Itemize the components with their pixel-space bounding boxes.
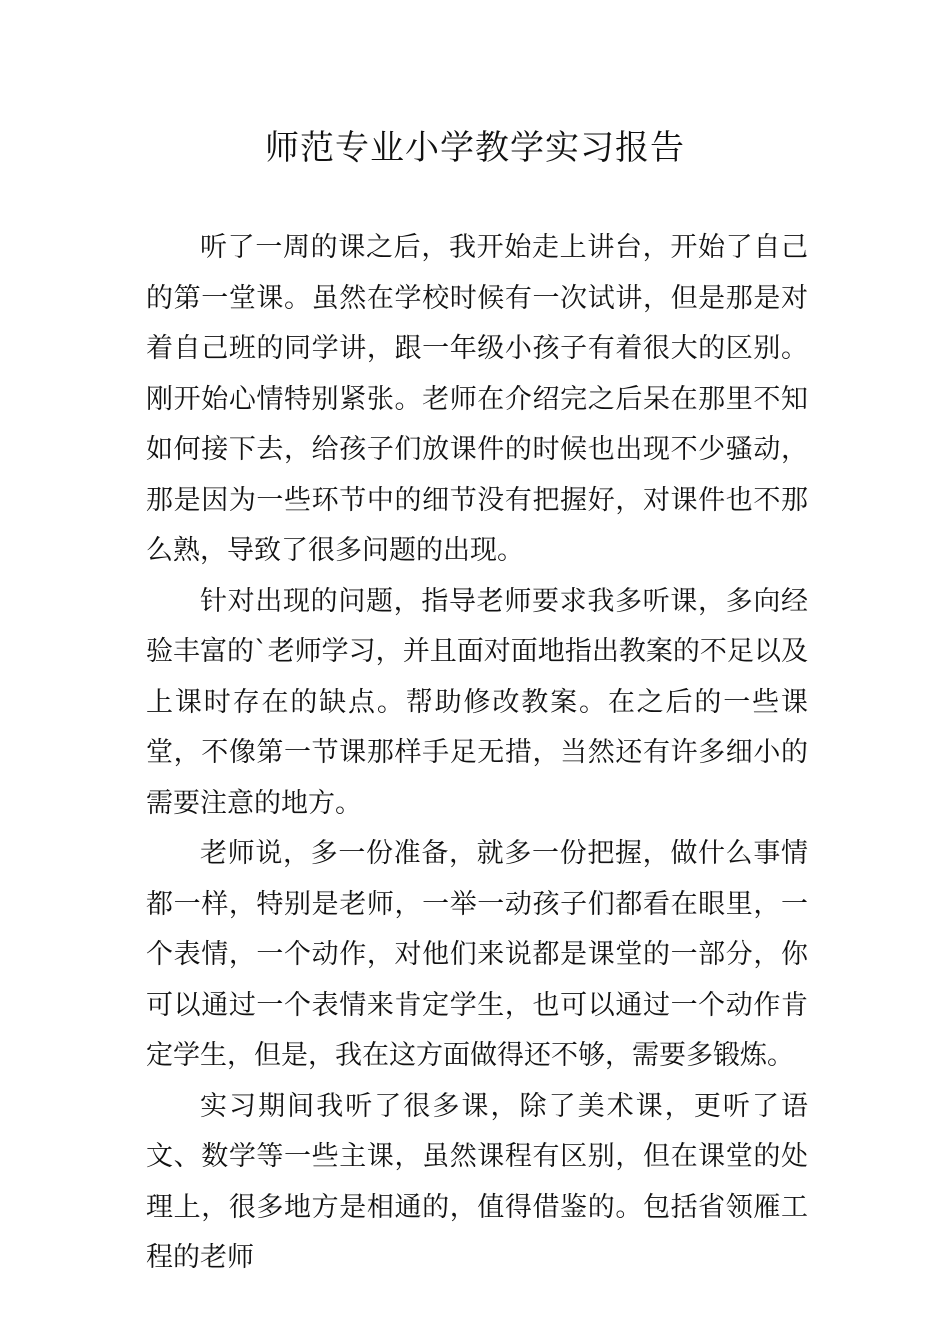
paragraph-3: 老师说，多一份准备，就多一份把握，做什么事情都一样，特别是老师，一举一动孩子们都看在眼里，一个表情，一个动作，对他们来说都是课堂的一部分，你可以通过一个表情来肯定学生，也可以通过一个动作肯定学生，但是，我在这方面做得还不够，需要多锻炼。 bbox=[146, 838, 808, 1071]
document-body bbox=[146, 223, 808, 1284]
paragraph-4: 实习期间我听了很多课，除了美术课，更听了语文、数学等一些主课，虽然课程有区别，但在课堂的处理上，很多地方是相通的，值得借鉴的。包括省领雁工程的老师 bbox=[146, 1090, 808, 1273]
document-title: 师范专业小学教学实习报告 bbox=[265, 128, 685, 168]
paragraph-2: 针对出现的问题，指导老师要求我多听课，多向经验丰富的`老师学习，并且面对面地指出教案的不足以及上课时存在的缺点。帮助修改教案。在之后的一些课堂，不像第一节课那样手足无措，当然还有许多细小的需要注意的地方。 bbox=[146, 585, 808, 819]
paragraph-1: 听了一周的课之后，我开始走上讲台，开始了自己的第一堂课。虽然在学校时候有一次试讲，但是那是对着自己班的同学讲，跟一年级小孩子有着很大的区别。刚开始心情特别紧张。老师在介绍完之后呆在那里不知如何接下去，给孩子们放课件的时候也出现不少骚动，那是因为一些环节中的细节没有把握好，对课件也不那么熟，导致了很多问题的出现。 bbox=[146, 232, 808, 566]
